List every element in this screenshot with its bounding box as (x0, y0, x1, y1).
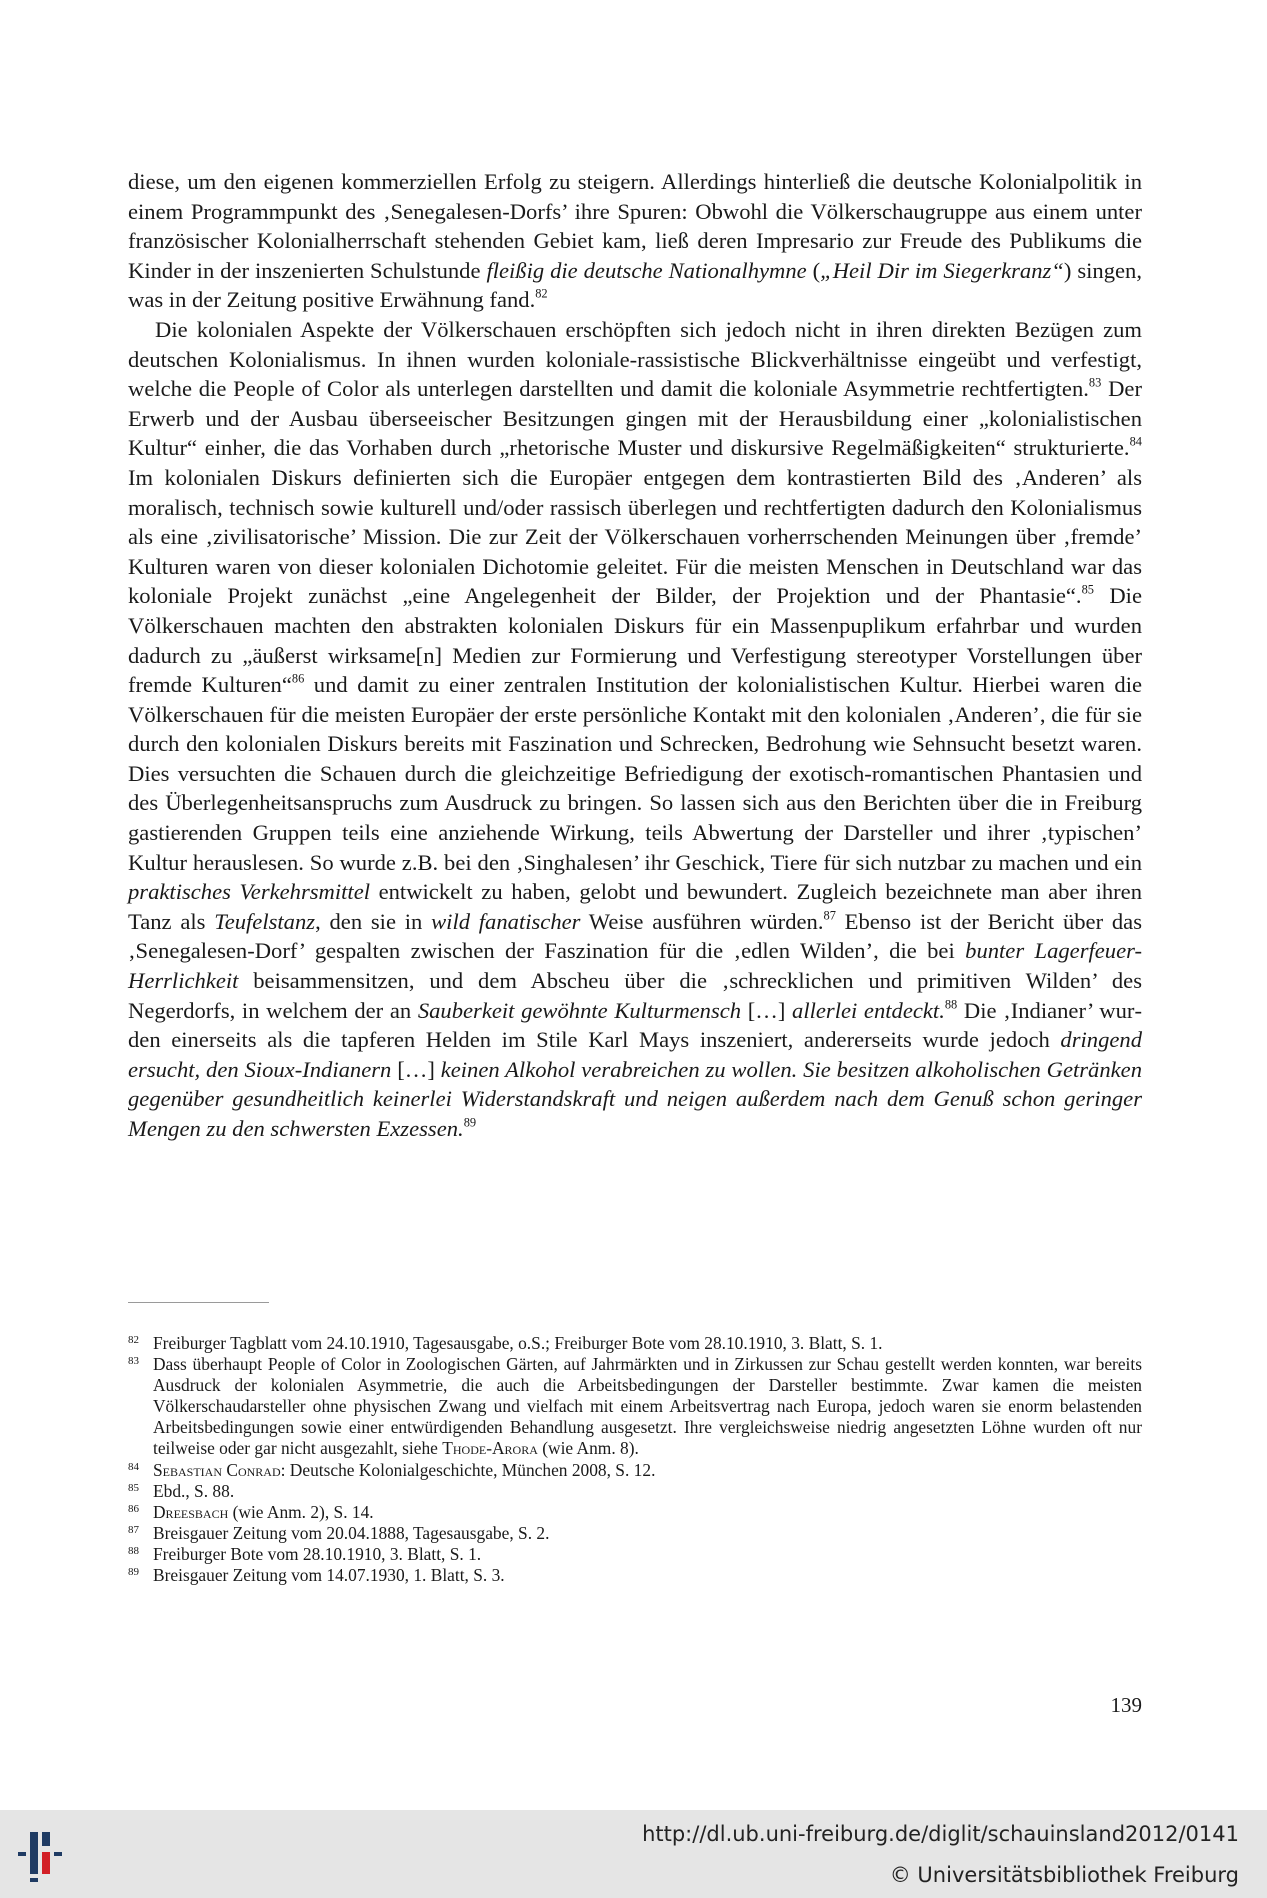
text-run: ( (806, 257, 821, 283)
text-run: Dass überhaupt People of Color in Zoologischen Gärten, auf Jahrmärkten und in Zirkussen zur Schau gestellt werden konnten, war bereits Ausdruck der kolonialen Asymmetrie, die auch die Arbeitsbedingungen der Darsteller bestimmte. Zwar kamen die meisten Völkerschaudarsteller ohne physischen Zwang und vielfach mit einem Arbeitsvertrag nach Europa, jedoch waren sie enorm belastenden Arbeitsbedingungen sowie einer entwürdigenden Behandlung ausgesetzt. Ihre vergleichsweise niedrig angesetzten Löhne wurden oft nur teilweise oder gar nicht ausgezahlt, siehe (153, 1354, 1142, 1459)
italic-quote: keinen Alkohol verabreichen zu wollen. Sie besitzen alkoholischen Getränken gegenüber gesundheitlich keinerlei Widerstandskraft und neigen außerdem nach dem Genuß schon geringer Mengen zu den schwersten Exzessen. (128, 1056, 1143, 1141)
footnote-number: 88 (128, 1544, 139, 1557)
text-run: Die ‚Indianer’ wurden einerseits als die tapferen Helden im Stile Karl Mays inszeniert, andererseits wurde jedoch (128, 997, 1142, 1053)
footnote-ref[interactable]: 82 (535, 287, 548, 302)
text-run: Weise ausführen würden. (580, 908, 824, 934)
italic-quote: bunter Lagerfeuer-Herrlichkeit (128, 938, 1142, 994)
footnote-number: 82 (128, 1334, 139, 1346)
footnote-ref[interactable]: 88 (944, 997, 958, 1012)
footnote (128, 1523, 1142, 1544)
footnote-ref[interactable]: 84 (1129, 435, 1142, 450)
paragraph (128, 167, 1142, 315)
text-run: Die kolonialen Aspekte der Völkerschauen erschöpften sich jedoch nicht in ihren direkten Bezügen zum deutschen Kolonialismus. In ihnen wurden koloniale-rassistische Blickverhältnisse eingeübt und verfestigt, welche die People of Color als unterlegen darstellten und damit die koloniale Asymmetrie rechtfertigten. (128, 316, 1142, 402)
text-run: Freiburger Tagblatt vom 24.10.1910, Tagesausgabe, o.S.; Freiburger Bote vom 28.10.1910, 3. Blatt, S. 1. (153, 1333, 883, 1353)
text-run: Im kolonialen Diskurs definierten sich die Europäer entgegen dem kontrastierten Bild des ‚Anderen’ als moralisch, technisch sowie kulturell und/oder rassisch überlegen und rechtfertigten dadurch den Kolonialismus als eine ‚zivilisatorische’ Mission. Die zur Zeit der Völkerschauen vorherrschenden Meinungen über ‚fremde’ Kulturen waren von dieser kolonialen Dichotomie geleitet. Für die meisten Menschen in Deutschland war das koloniale Projekt zunächst „eine Angelegenheit der Bilder, der Projektion und der Phantasie“. (128, 464, 1142, 609)
text-run: entwickelt zu haben, gelobt und bewundert. Zugleich bezeichnete man aber ihren Tanz als (128, 879, 1142, 934)
footnote-number: 84 (128, 1460, 139, 1473)
text-run: und damit zu einer zentralen Institution der kolonialistischen Kultur. Hierbei waren die Völkerschauen für die meisten Europäer der erste persönliche Kontakt mit den kolonialen ‚Anderen’, die für sie durch den kolonialen Diskurs bereits mit Faszination und Schrecken, Bedrohung wie Sehnsucht besetzt waren. Dies versuchten die Schauen durch die gleichzeitige Befriedigung der exotisch-romantischen Phantasien und des Überlegenheitsanspruchs zum Ausdruck zu bringen. So lassen sich aus den Berichten über die in Freiburg gastierenden Gruppen teils eine anziehende Wirkung, teils Abwertung der Darsteller und ihrer ‚typischen’ Kultur herauslesen. So wurde z.B. bei den ‚Singhalesen’ ihr Geschick, Tiere für sich nutzbar zu machen und ein (128, 672, 1143, 875)
footnote-number: 83 (128, 1355, 139, 1368)
text-run: Der Erwerb und der Ausbau überseeischer Besitzungen gingen mit der Herausbildung einer „kolonialistischen Kultur“ einher, die das Vorhaben durch „rhetorische Muster und diskursive Regelmäßigkeiten“ strukturierte. (128, 376, 1142, 461)
text-run: […] (391, 1056, 441, 1082)
author-name: Sebastian Conrad (153, 1459, 281, 1480)
italic-quote: fleißig die deutsche Nationalhymne (486, 257, 807, 283)
italic-quote: Teufelstanz (214, 908, 316, 934)
footnote-ref[interactable]: 86 (291, 671, 305, 686)
ub-freiburg-logo-icon[interactable] (14, 1822, 78, 1886)
footnote-number: 89 (128, 1566, 139, 1579)
italic-quote: allerlei entdeckt. (792, 997, 945, 1023)
footnote-ref[interactable]: 89 (463, 1115, 477, 1130)
copyright-notice: © Universitätsbibliothek Freiburg (889, 1863, 1239, 1887)
italic-quote: „Heil Dir im Siegerkranz“ (820, 257, 1064, 283)
main-text (128, 167, 1142, 1144)
text-run: Ebenso ist der Bericht über das ‚Senegalesen-Dorf’ gespalten zwischen der Faszination für die ‚edlen Wilden’, die bei (128, 908, 1142, 964)
footnote-number: 86 (128, 1502, 139, 1515)
page-number: 139 (1110, 1693, 1142, 1717)
author-name: Dreesbach (153, 1501, 229, 1522)
viewer-footer (0, 1810, 1267, 1898)
footnote (128, 1565, 1142, 1586)
footnote-number: 85 (128, 1481, 139, 1494)
paragraph (128, 315, 1142, 1144)
footnote-ref[interactable]: 85 (1081, 583, 1094, 597)
text-run: Freiburger Bote vom 28.10.1910, 3. Blatt, S. 1. (153, 1543, 482, 1564)
italic-quote: wild fanatischer (431, 908, 581, 934)
text-run: Breisgauer Zeitung vom 20.04.1888, Tagesausgabe, S. 2. (153, 1522, 550, 1543)
footnote-ref[interactable]: 83 (1088, 375, 1102, 390)
italic-quote: Sauberkeit gewöhnte Kulturmensch (417, 997, 742, 1023)
footnotes (128, 1333, 1142, 1586)
italic-quote: praktisches Verkehrsmittel (128, 879, 371, 905)
text-run: (wie Anm. 2), S. 14. (228, 1501, 374, 1522)
text-run: Breisgauer Zeitung vom 14.07.1930, 1. Blatt, S. 3. (153, 1565, 505, 1586)
text-run: , den sie in (315, 908, 432, 934)
text-run: Ebd., S. 88. (153, 1480, 235, 1501)
text-run: beisammensitzen, und dem Abscheu über die ‚schrecklichen und primitiven Wilden’ des Negerdorfs, in welchem der an (128, 968, 1142, 1023)
footnote-number: 87 (128, 1523, 139, 1536)
footnote (128, 1481, 1142, 1502)
footnote (128, 1502, 1142, 1523)
text-run: diese, um den eigenen kommerziellen Erfolg zu steigern. Allerdings hinterließ die deutsche Kolonialpolitik in einem Programmpunkt des ‚Senegalesen-Dorfs’ ihre Spuren: Obwohl die Völkerschaugruppe aus einem unter französischer Kolonialherrschaft stehenden Gebiet kam, ließ deren Impresario zur Freude des Publikums die Kinder in der inszenierten Schulstunde (128, 169, 1142, 283)
footnote (128, 1333, 1142, 1354)
author-name: Thode-Arora (442, 1438, 538, 1459)
italic-quote: dringend ersucht, den Sioux-Indianern (128, 1027, 1142, 1082)
text-run: : Deutsche Kolonialgeschichte, München 2008, S. 12. (280, 1459, 656, 1480)
text-run: Die Völkerschauen machten den abstrakten kolonialen Diskurs für ein Massenpuplikum erfahrbar und wurden dadurch zu „äußerst wirksame[n] Medien zur Formierung und Verfestigung stereotyper Vorstellungen über fremde Kulturen“ (128, 583, 1142, 698)
footnote-ref[interactable]: 87 (823, 908, 836, 923)
footnote (128, 1354, 1142, 1459)
footnote-separator (128, 1302, 269, 1303)
text-run: (wie Anm. 8). (537, 1438, 639, 1459)
footnote (128, 1544, 1142, 1565)
text-run: […] (741, 997, 793, 1023)
permalink-url[interactable]: http://dl.ub.uni-freiburg.de/diglit/schauinsland2012/0141 (642, 1822, 1239, 1846)
text-run: ) singen, was in der Zeitung positive Erwähnung fand. (128, 257, 1142, 313)
footnote (128, 1460, 1142, 1481)
